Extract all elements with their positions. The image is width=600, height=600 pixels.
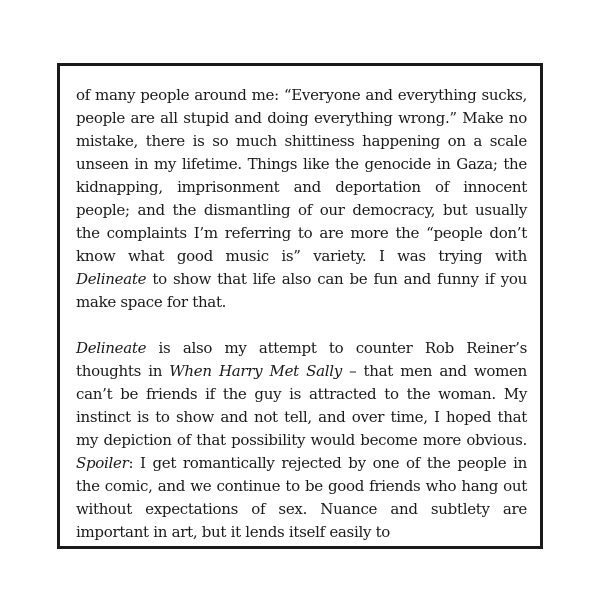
title-delineate: Delineate [76, 270, 147, 288]
body-text [76, 84, 527, 544]
title-delineate-2: Delineate [76, 339, 147, 357]
paragraph-2 [76, 337, 527, 544]
paragraph-2-text-f: : I get romantically rejected by one of the people in the comic, and we continue to be good friends who hang out without expectations of sex. Nuance and subtlety are important in art, but it lends itself easily to [76, 454, 527, 541]
paragraph-1 [76, 84, 527, 314]
spoiler-label: Spoiler [76, 454, 129, 472]
text-panel-frame [57, 63, 543, 549]
paragraph-2-text-b: is also my attempt to counter Rob Reiner’s thoughts in [76, 339, 527, 380]
title-when-harry-met-sally: When Harry Met Sally [169, 362, 342, 380]
paragraph-1-text-a: of many people around me: “Everyone and everything sucks, people are all stupid and doing everything wrong.” Make no mistake, there is so much shittiness happening on a scale unseen in my lifetime. Things like the genocide in Gaza; the kidnapping, imprisonment and deportation of innocent people; and the dismantling of our democracy, but usually the complaints I’m referring to are more the “people don’t know what good music is” variety. I was trying with [76, 86, 527, 265]
paragraph-1-text-c: to show that life also can be fun and funny if you make space for that. [76, 270, 527, 311]
paragraph-2-text-d: – that men and women can’t be friends if the guy is attracted to the woman. My instinct is to show and not tell, and over time, I hoped that my depiction of that possibility would become more obvious. [76, 362, 527, 449]
